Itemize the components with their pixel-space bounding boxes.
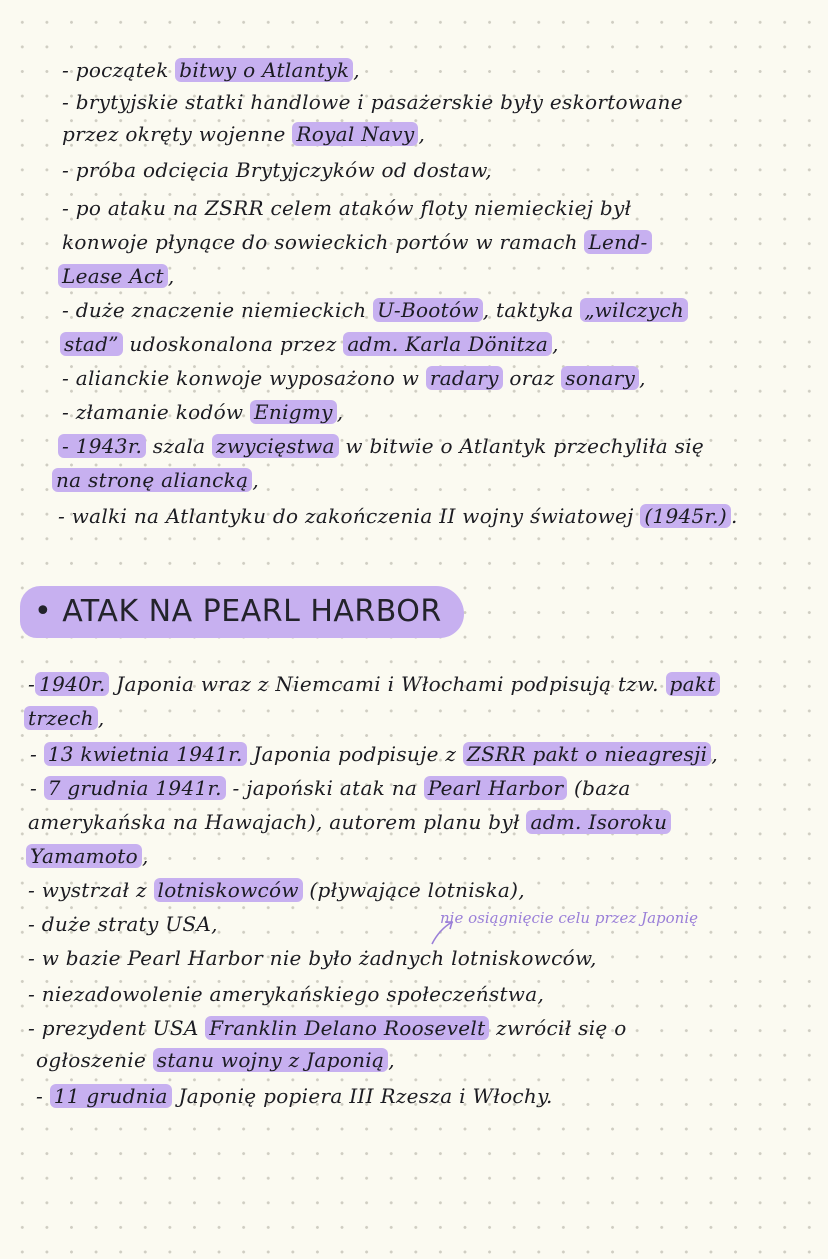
highlighted-term: Franklin Delano Roosevelt [205,1016,489,1040]
note-line [26,842,149,870]
note-line [62,228,652,256]
note-text: oraz [502,366,562,390]
note-line [28,980,544,1008]
note-text: amerykańska na Hawajach), autorem planu był [28,810,527,834]
highlighted-term: 11 grudnia [50,1084,172,1108]
note-text: (baza [567,776,631,800]
note-line [62,120,425,148]
note-text: - [30,776,44,800]
note-text: - walki na Atlantyku do zakończenia II wojny światowej [58,504,641,528]
note-line [62,88,683,116]
note-text: - złamanie kodów [62,400,251,424]
note-text: - [28,672,36,696]
note-line [58,432,704,460]
note-text: Japonia wraz z Niemcami i Włochami podpisują tzw. [109,672,666,696]
note-text: - [36,1084,50,1108]
note-text: . [730,504,738,528]
note-line [58,502,738,530]
highlighted-term: lotniskowców [154,878,303,902]
highlighted-term: bitwy o Atlantyk [175,58,353,82]
note-text: - alianckie konwoje wyposażono w [62,366,426,390]
note-text: - początek [62,58,176,82]
note-text: , [167,264,175,288]
note-text: , taktyka [482,298,581,322]
note-line [36,1082,553,1110]
note-text: Japonię popiera III Rzesza i Włochy. [171,1084,553,1108]
highlighted-term: Lend- [584,230,651,254]
note-text: (pływające lotniska), [302,878,525,902]
note-text: szala [146,434,213,458]
note-line [58,262,175,290]
note-line [28,944,597,972]
note-text: , [552,332,559,356]
note-line [28,910,218,938]
note-text: - brytyjskie statki handlowe i pasażerskie były eskortowane [62,90,683,114]
section-heading: • ATAK NA PEARL HARBOR [20,586,464,638]
highlighted-term: adm. Isoroku [526,810,671,834]
note-text: - wystrzał z [28,878,154,902]
note-line [30,740,718,768]
note-line [62,398,343,426]
note-line [28,670,720,698]
note-line [52,466,259,494]
note-text: , [639,366,646,390]
note-text: , [97,706,105,730]
note-text: ogłoszenie [36,1048,153,1072]
note-text: - próba odcięcia Brytyjczyków od dostaw, [62,158,492,182]
highlighted-term: radary [426,366,503,390]
note-line [28,808,671,836]
highlighted-term: Enigmy [250,400,337,424]
highlighted-term: stad” [60,332,123,356]
note-text: zwrócił się o [489,1016,627,1040]
highlighted-term: U-Bootów [373,298,483,322]
note-text: , [711,742,718,766]
note-text: - w bazie Pearl Harbor nie było żadnych lotniskowców, [28,946,597,970]
highlighted-term: trzech [24,706,98,730]
note-text: , [252,468,259,492]
highlighted-term: sonary [561,366,639,390]
note-text: , [353,58,360,82]
highlighted-term: Lease Act [58,264,168,288]
note-text: Japonia podpisuje z [246,742,463,766]
highlighted-term: Yamamoto [26,844,142,868]
margin-annotation: nie osiągnięcie celu przez Japonię [440,909,699,927]
note-text: , [418,122,426,146]
note-text: - duże straty USA, [28,912,218,936]
note-line [36,1046,395,1074]
note-text: - duże znaczenie niemieckich [62,298,374,322]
note-text: - prezydent USA [28,1016,206,1040]
note-line [62,296,688,324]
highlighted-term: - 1943r. [58,434,146,458]
note-line [62,364,646,392]
note-text: w bitwie o Atlantyk przechyliła się [338,434,705,458]
note-line [62,156,492,184]
note-text: udoskonalona przez [122,332,344,356]
note-text: , [141,844,149,868]
highlighted-term: (1945r.) [640,504,731,528]
note-line [24,704,105,732]
note-line [28,1014,627,1042]
note-line [28,876,525,904]
note-line [62,194,631,222]
note-text: - niezadowolenie amerykańskiego społeczeństwa, [28,982,545,1006]
note-text: , [336,400,344,424]
highlighted-term: 7 grudnia 1941r. [44,776,226,800]
highlighted-term: na stronę aliancką [52,468,252,492]
note-text: przez okręty wojenne [62,122,293,146]
note-line [62,56,360,84]
highlighted-term: adm. Karla Dönitza [343,332,552,356]
highlighted-term: 1940r. [35,672,109,696]
highlighted-term: Royal Navy [292,122,418,146]
note-line [30,774,631,802]
highlighted-term: stanu wojny z Japonią [153,1048,388,1072]
highlighted-term: „wilczych [580,298,688,322]
highlighted-term: ZSRR pakt o nieagresji [463,742,711,766]
highlighted-term: 13 kwietnia 1941r. [44,742,247,766]
note-text: - japoński atak na [225,776,424,800]
highlighted-term: zwycięstwa [212,434,339,458]
highlighted-term: Pearl Harbor [424,776,568,800]
note-text: , [388,1048,395,1072]
note-line [60,330,559,358]
note-text: - [30,742,44,766]
note-text: konwoje płynące do sowieckich portów w ramach [62,230,585,254]
note-text: - po ataku na ZSRR celem ataków floty niemieckiej był [62,196,632,220]
highlighted-term: pakt [666,672,720,696]
